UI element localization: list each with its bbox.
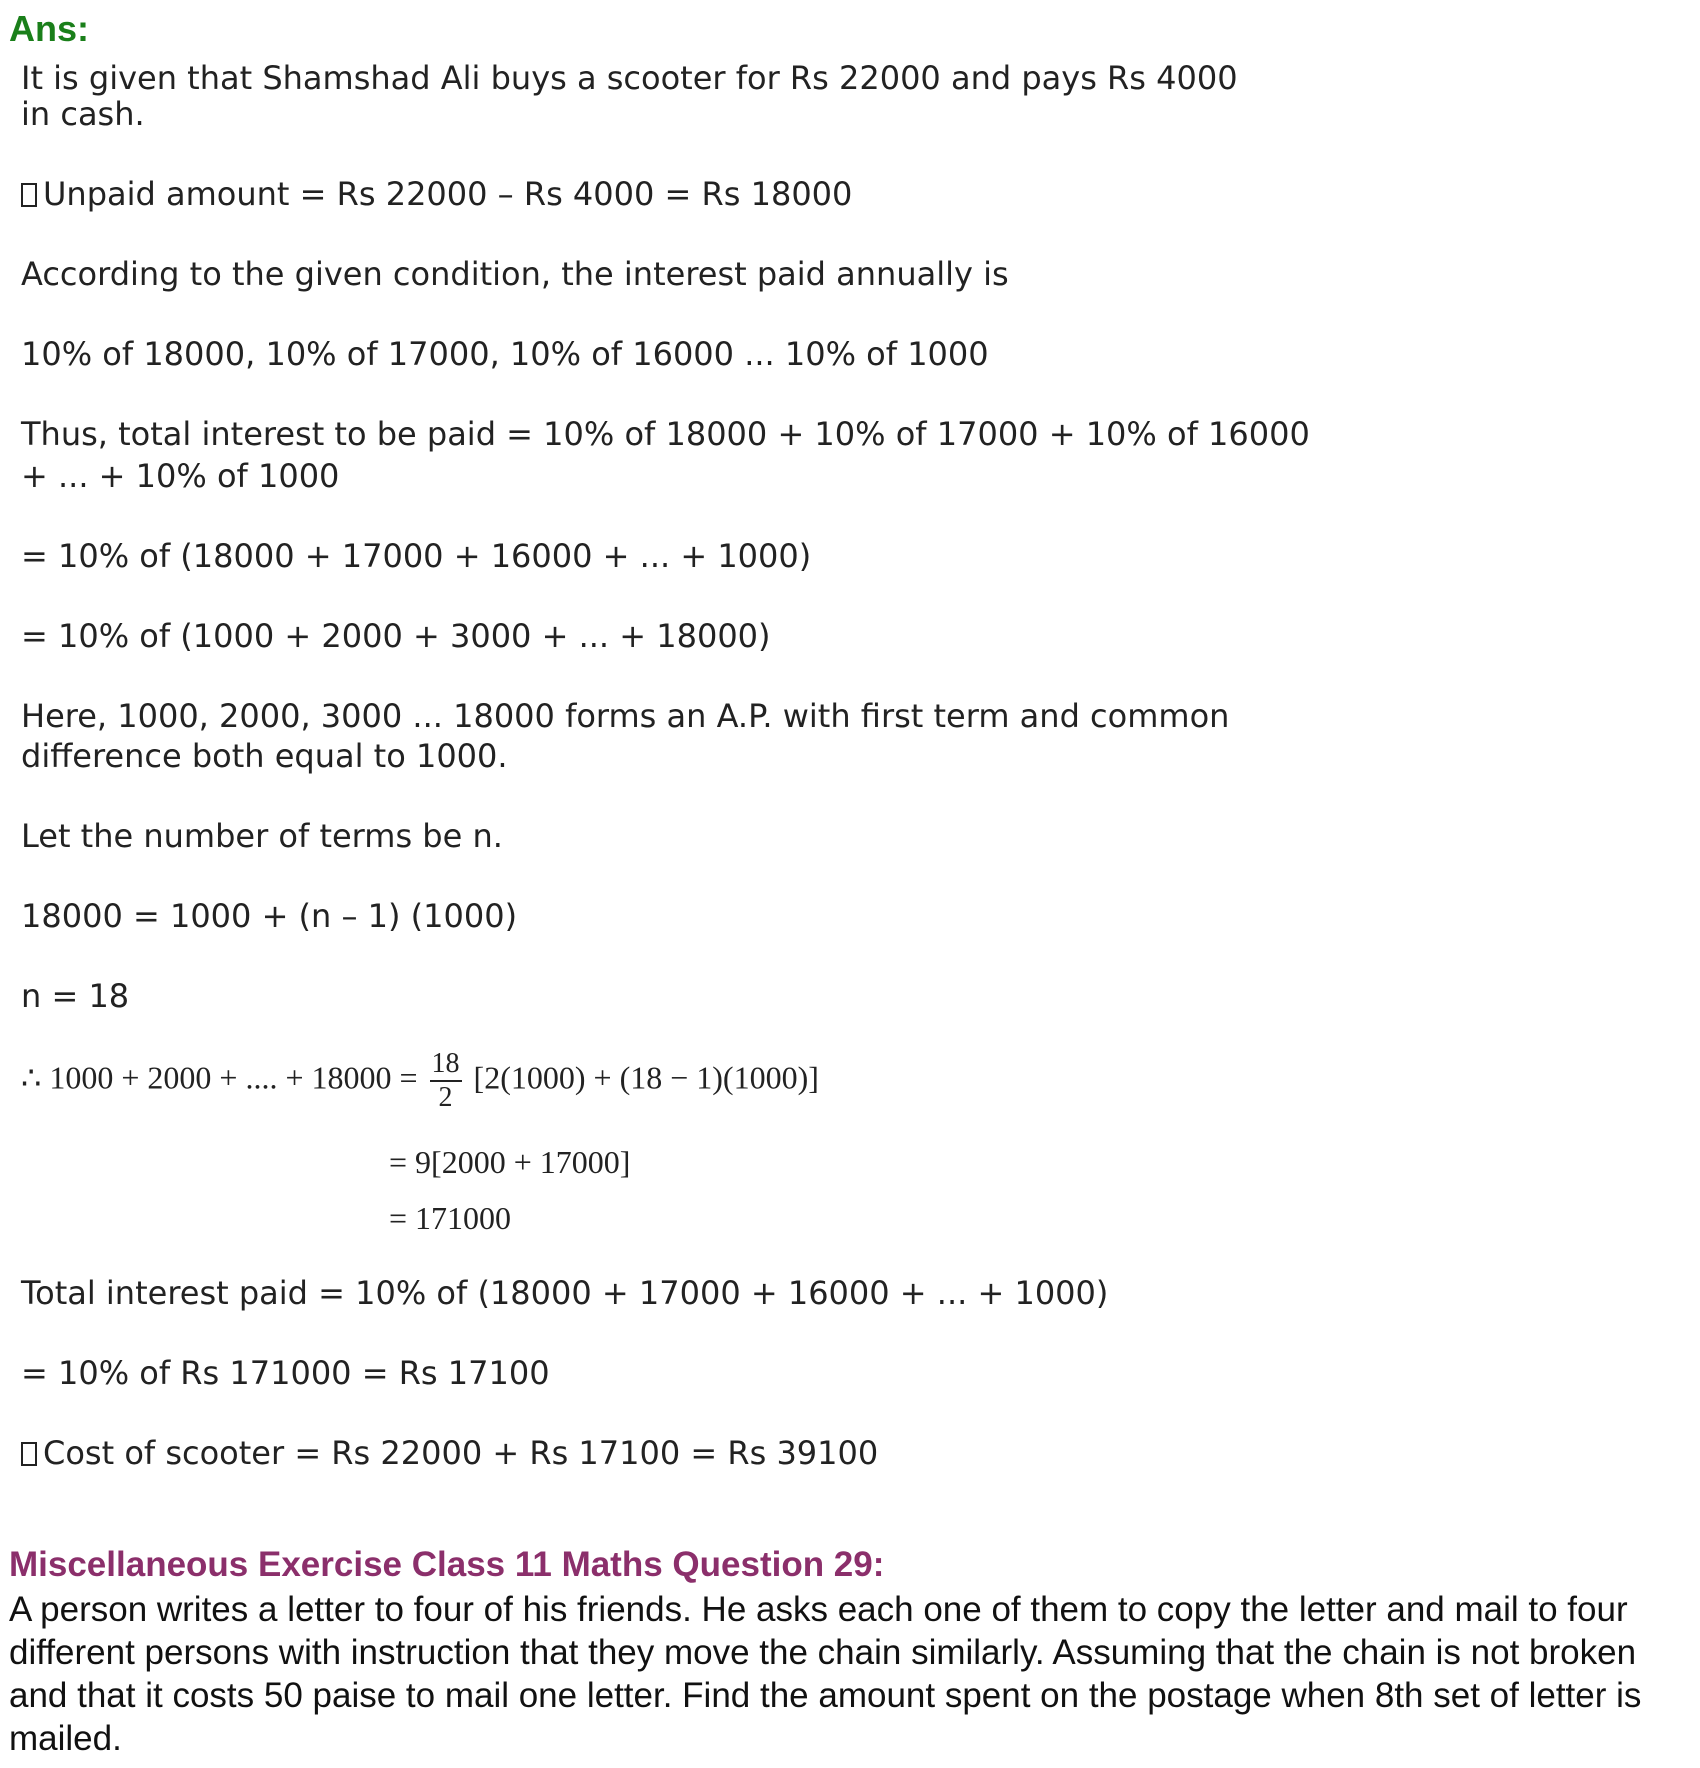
answer-line-16: = 10% of Rs 171000 = Rs 17100: [21, 1354, 550, 1392]
answer-line-9: = 10% of (1000 + 2000 + 3000 + ... + 18000): [21, 617, 771, 655]
fraction-numerator: 18: [430, 1050, 462, 1082]
answer-line-6: Thus, total interest to be paid = 10% of 18000 + 10% of 17000 + 10% of 16000: [21, 415, 1310, 453]
answer-line-10: Here, 1000, 2000, 3000 ... 18000 forms an A.P. with first term and common: [21, 697, 1230, 735]
answer-line-4: According to the given condition, the interest paid annually is: [21, 255, 1009, 293]
equation-lhs: ∴ 1000 + 2000 + .... + 18000 =: [21, 1059, 418, 1096]
answer-line-2: in cash.: [21, 95, 145, 133]
equation-fraction: [430, 1050, 462, 1112]
equation-rhs: [2(1000) + (18 − 1)(1000)]: [473, 1059, 819, 1096]
answer-line-3: [21, 174, 852, 214]
answer-line-3-text: Unpaid amount = Rs 22000 – Rs 4000 = Rs 18000: [43, 175, 853, 213]
answer-line-17-text: Cost of scooter = Rs 22000 + Rs 17100 = Rs 39100: [43, 1434, 879, 1472]
equation-row-2: = 9[2000 + 17000]: [389, 1144, 631, 1180]
answer-line-8: = 10% of (18000 + 17000 + 16000 + ... + 1000): [21, 537, 812, 575]
answer-label: Ans:: [9, 8, 89, 49]
answer-line-14: n = 18: [21, 977, 130, 1015]
answer-line-12: Let the number of terms be n.: [21, 817, 503, 855]
answer-line-11: difference both equal to 1000.: [21, 737, 508, 775]
answer-line-15: Total interest paid = 10% of (18000 + 17000 + 16000 + ... + 1000): [21, 1274, 1109, 1312]
equation-row-1: [21, 1050, 819, 1112]
equation-row-3: = 171000: [389, 1200, 512, 1236]
answer-line-17: [21, 1433, 878, 1473]
answer-line-1: It is given that Shamshad Ali buys a scooter for Rs 22000 and pays Rs 4000: [21, 59, 1238, 97]
answer-line-13: 18000 = 1000 + (n – 1) (1000): [21, 897, 518, 935]
question-title: Miscellaneous Exercise Class 11 Maths Question 29:: [9, 1545, 885, 1584]
missing-glyph-icon: [21, 183, 37, 207]
question-body: A person writes a letter to four of his friends. He asks each one of them to copy the letter and mail to four different persons with instruction that they move the chain similarly. Assuming that the chain is not broken and that it costs 50 paise to mail one letter. Find the amount spent on the postage when 8th set of letter is mailed.: [9, 1590, 1642, 1758]
answer-line-7: + ... + 10% of 1000: [21, 457, 340, 495]
missing-glyph-icon: [21, 1442, 37, 1466]
answer-line-5: 10% of 18000, 10% of 17000, 10% of 16000 ... 10% of 1000: [21, 335, 989, 373]
fraction-denominator: 2: [438, 1082, 453, 1113]
